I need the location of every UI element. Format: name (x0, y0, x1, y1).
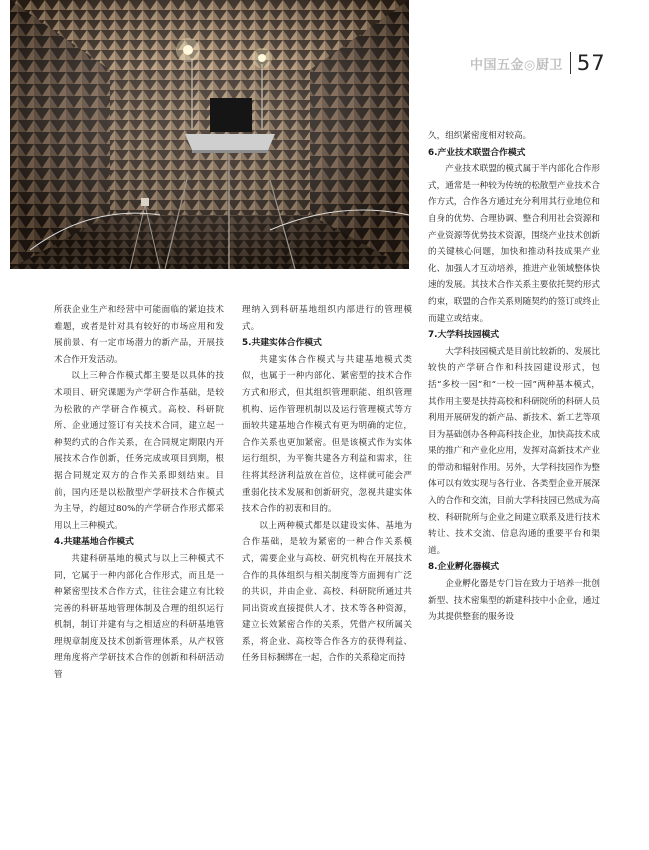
paragraph: 理纳入到科研基地组织内部进行的管理模式。 (242, 305, 412, 332)
paragraph: 企业孵化器是专门旨在致力于培养一批创新型、技术密集型的新建科技中小企业，通过为其提供整套的服务设 (428, 579, 600, 623)
text-column-1 (54, 302, 224, 684)
section-heading-4: 4.共建基地合作模式 (54, 537, 134, 548)
paragraph: 所获企业生产和经营中可能面临的紧迫技术难题，或者是针对具有较好的市场应用和发展前景、有一定市场潜力的新产品，开展技术合作开发活动。 (54, 305, 224, 365)
paragraph: 共建科研基地的模式与以上三种模式不同，它属于一种内部化合作形式，而且是一种紧密型技术合作方式，往往会建立有比较完善的科研基地管理体制及合理的组织运行机制，制订并建有与之相适应的科研基地管理规章制度及技术创新管理体系，从产权管理角度将产学研技术合作的创新和科研活动管 (54, 553, 224, 681)
section-heading-8: 8.企业孵化器模式 (428, 562, 500, 573)
masthead (470, 50, 630, 76)
paragraph: 共建实体合作模式与共建基地模式类似，也属于一种内部化、紧密型的技术合作方式和形式，但其组织管理职能、组织管理机构、运作管理机制以及运行管理模式等方面较共建基地合作模式有更为明确的定位，合作关系也更加紧密。但是该模式作为实体运行组织，为平衡共建各方利益和需求，往往将其经济利益放在首位，这样就可能会严重弱化技术发展和创新研究，忽视共建实体技术合作的初衷和目的。 (242, 354, 412, 515)
paragraph: 大学科技园模式是目前比较新的、发展比较快的产学研合作和科技园建设形式，包括“多校一园”和“一校一园”两种基本模式，其作用主要是扶持高校和科研院所的科研人员利用开展研发的新产品、新技术、新工艺等项目为基础创办各种高科技企业，加快高技术成果的推广和产业化应用，发挥对高新技术产业的带动和辐射作用。另外，大学科技园作为整体可以有效实现与各行业、各类型企业开展深入的合作和交流，目前大学科技园已然成为高校、科研院所与企业之间建立联系及进行技术转让、技术交流、信息沟通的重要平台和渠道。 (428, 346, 600, 556)
masthead-divider (570, 52, 571, 74)
page-number: 57 (576, 51, 606, 75)
paragraph: 久，组织紧密度相对较高。 (428, 131, 532, 141)
section-heading-5: 5.共建实体合作模式 (242, 338, 322, 349)
section-heading-6: 6.产业技术联盟合作模式 (428, 147, 526, 158)
anechoic-chamber-photo (10, 0, 409, 269)
magazine-brand: 中国五金◎厨卫 (470, 57, 563, 73)
paragraph: 以上三种合作模式都主要是以具体的技术项目、研究课题为产学研合作基础，是较为松散的产学研合作模式。高校、科研院所、企业通过签订有关技术合同，建立起一种契约式的合作关系，在合同规定期限内开展技术合作创新，任务完成或项目到期，根据合同规定双方的合作关系即刻结束。目前，国内还是以松散型产学研技术合作模式为主导，约超过80%的产学研合作形式都采用以上三种模式。 (54, 371, 224, 531)
text-column-2 (242, 302, 412, 667)
section-heading-7: 7.大学科技园模式 (428, 330, 500, 341)
paragraph: 以上两种模式都是以建设实体、基地为合作基础，是较为紧密的一种合作关系模式，需要企业与高校、研究机构在开展技术合作的具体组织与相关制度等方面拥有广泛的共识，并由企业、高校、科研院所通过共同出资或直接提供人才、技术等各种资源，建立长效紧密合作的关系，凭借产权所属关系，将企业、高校等合作各方的获得利益、任务目标捆绑在一起，合作的关系稳定而持 (242, 520, 412, 664)
paragraph: 产业技术联盟的模式属于半内部化合作形式，通常是一种较为传统的松散型产业技术合作方式，合作各方通过充分利用其行业地位和自身的优势、合理协调、整合利用社会资源和产业资源等优势技术资源，围绕产业技术创新的关键核心问题，加快和推动科技成果产业化、加强人才互动培养，推进产业领域整体快速的发展。其技术合作关系主要依托契约形式约束，联盟的合作关系则随契约的签订或终止而建立或结束。 (428, 164, 600, 324)
text-column-3 (428, 128, 600, 626)
